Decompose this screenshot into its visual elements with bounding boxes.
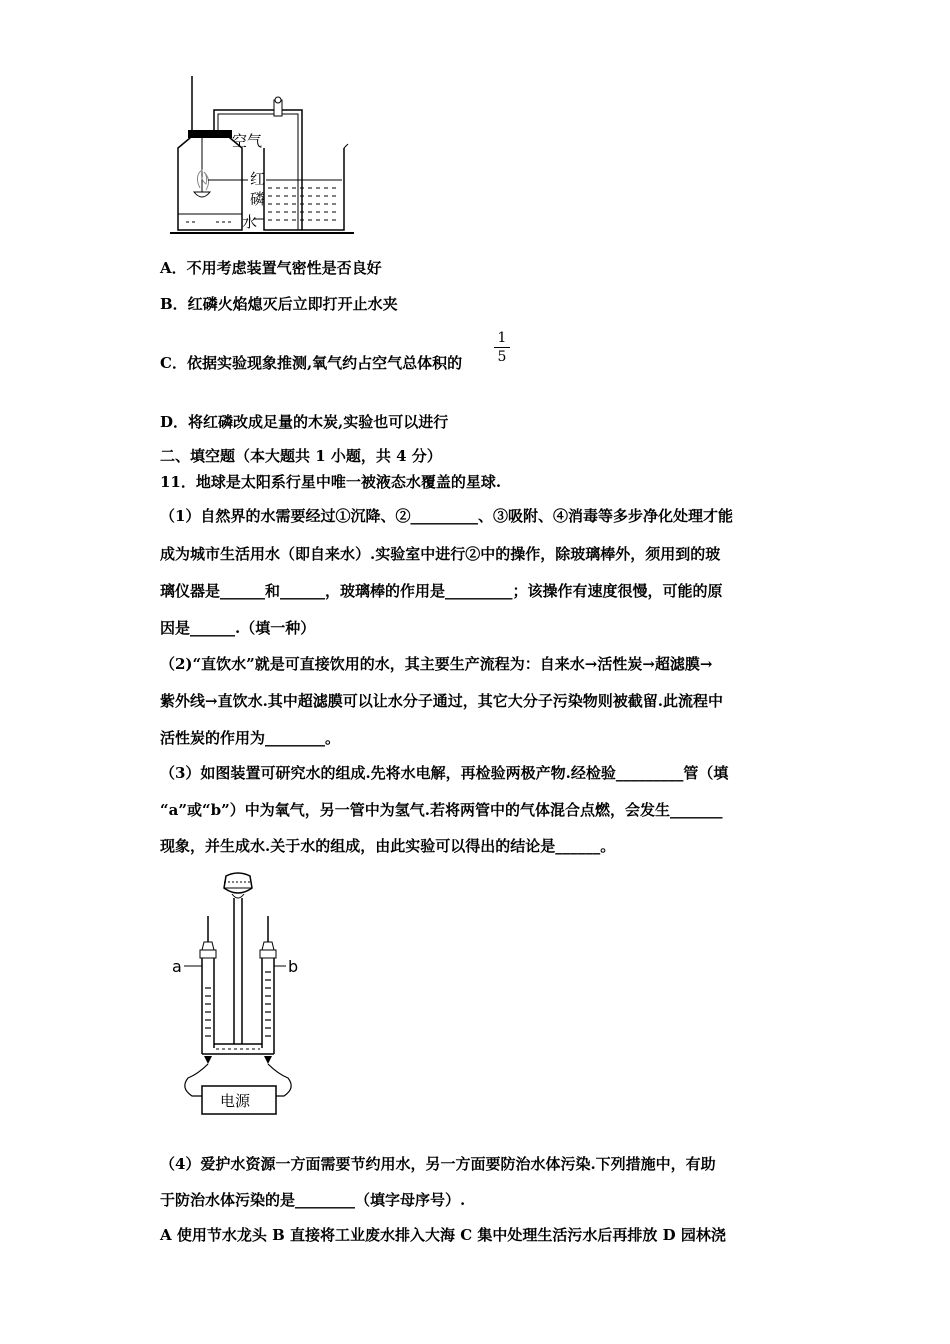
q11-part2-line1: （2)“直饮水”就是可直接饮用的水，其主要生产流程为：自来水→活性炭→超滤膜→ [160,655,713,673]
q11-part4-choices: A 使用节水龙头 B 直接将工业废水排入大海 C 集中处理生活污水后再排放 D 园林浇 [160,1226,726,1244]
q11-part4-line2: 于防治水体污染的是________（填字母序号）. [160,1191,466,1209]
q11-part4-line1: （4）爱护水资源一方面需要节约用水，另一方面要防治水体污染.下列措施中，有助 [160,1155,716,1173]
q11-part3-line2: “a”或“b”）中为氧气，另一管中为氢气.若将两管中的气体混合点燃，会发生_______ [160,801,723,819]
q11-part2-line3: 活性炭的作用为________。 [160,729,341,747]
option-c: C．依据实验现象推测,氧气约占空气总体积的 [160,354,463,372]
option-b: B．红磷火焰熄灭后立即打开止水夹 [160,295,398,313]
tube-b-label: b [288,957,299,976]
question-11-stem: 11．地球是太阳系行星中唯一被液态水覆盖的星球. [160,473,502,491]
fraction-one-fifth [492,330,512,365]
water-label: 水 [242,213,258,231]
q11-part1-line4: 因是______.（填一种） [160,619,316,637]
q11-part1-line2: 成为城市生活用水（即自来水）.实验室中进行②中的操作，除玻璃棒外，须用到的玻 [160,545,721,563]
air-label: 空气 [232,132,263,150]
electrolysis-apparatus-figure [168,868,308,1120]
phosphorus-label-1: 红 [250,170,266,188]
q11-part1-line1: （1）自然界的水需要经过①沉降、②_________、③吸附、④消毒等多步净化处理才能 [160,507,733,525]
fraction-denominator: 5 [497,349,507,365]
section-heading: 二、填空题（本大题共 1 小题，共 4 分） [160,447,442,465]
phosphorus-label-2: 磷 [250,190,266,208]
q11-part3-line3: 现象，并生成水.关于水的组成，由此实验可以得出的结论是______。 [160,837,616,855]
phosphorus-apparatus-figure [168,76,358,240]
q11-part2-line2: 紫外线→直饮水.其中超滤膜可以让水分子通过，其它大分子污染物则被截留.此流程中 [160,692,724,710]
option-d: D．将红磷改成足量的木炭,实验也可以进行 [160,413,449,431]
fraction-numerator: 1 [497,330,507,346]
q11-part1-line3: 璃仪器是______和______，玻璃棒的作用是_________；该操作有速度很慢，可能的原 [160,582,723,600]
power-supply-label: 电源 [220,1092,251,1110]
tube-a-label: a [172,957,182,976]
option-a: A．不用考虑装置气密性是否良好 [160,259,382,277]
q11-part3-line1: （3）如图装置可研究水的组成.先将水电解，再检验两极产物.经检验_________管（填 [160,764,729,782]
